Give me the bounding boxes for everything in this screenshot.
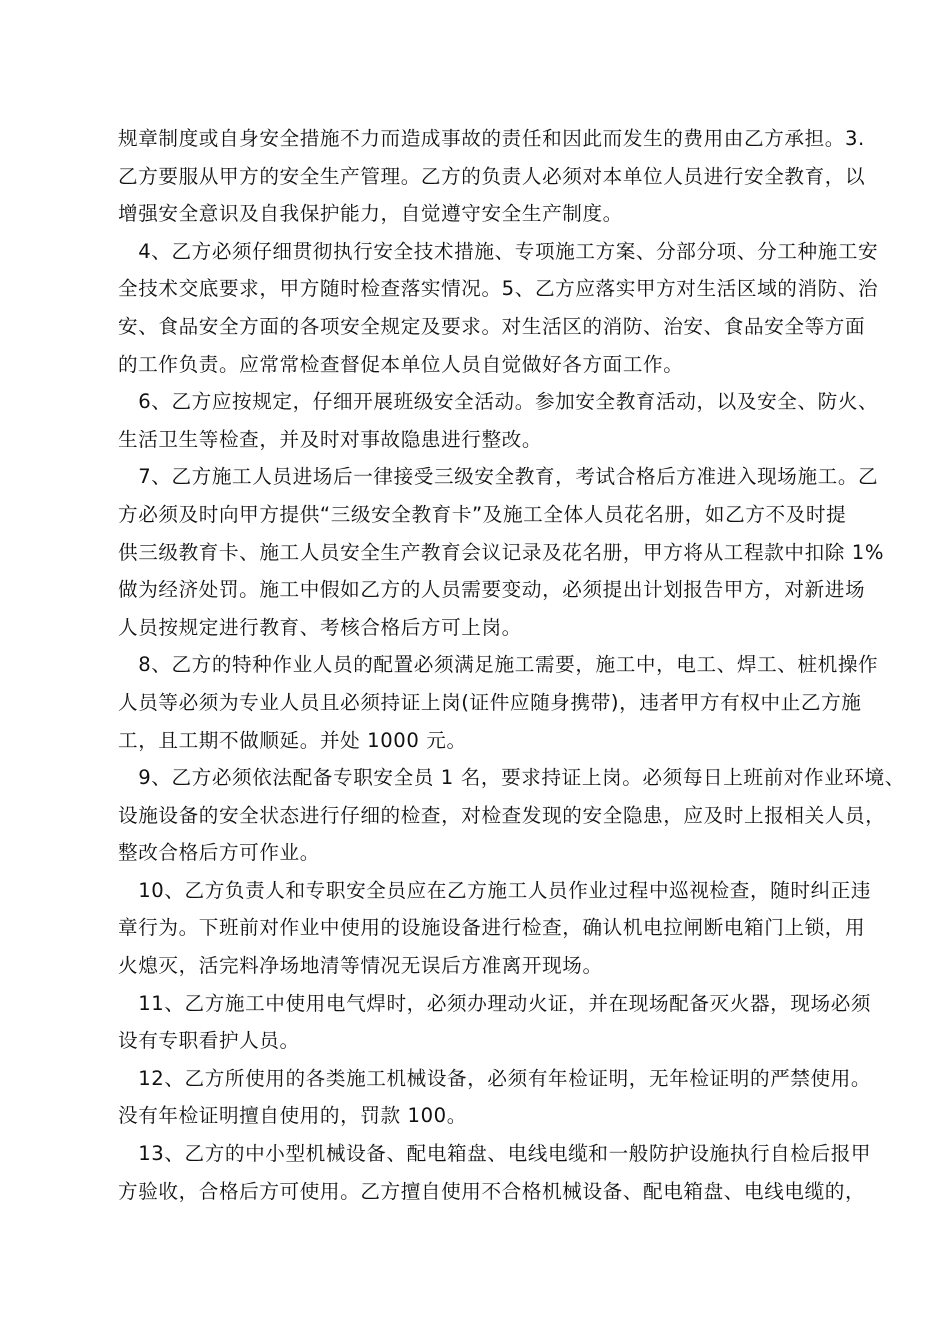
text-line: 火熄灭，活完料净场地清等情况无误后方准离开现场。 <box>118 954 603 978</box>
text-line: 的工作负责。应常常检查督促本单位人员自觉做好各方面工作。 <box>118 352 684 376</box>
text-line: 乙方要服从甲方的安全生产管理。乙方的负责人必须对本单位人员进行安全教育，以 <box>118 164 866 188</box>
text-line: 8、乙方的特种作业人员的配置必须满足施工需要，施工中，电工、焊工、桩机操作 <box>118 653 879 677</box>
text-line: 人员按规定进行教育、考核合格后方可上岗。 <box>118 615 522 639</box>
text-line: 9、乙方必须依法配备专职安全员 1 名，要求持证上岗。必须每日上班前对作业环境、 <box>118 766 905 790</box>
text-line: 6、乙方应按规定，仔细开展班级安全活动。参加安全教育活动，以及安全、防火、 <box>118 390 879 414</box>
text-line: 4、乙方必须仔细贯彻执行安全技术措施、专项施工方案、分部分项、分工种施工安 <box>118 239 879 263</box>
text-line: 全技术交底要求，甲方随时检查落实情况。5、乙方应落实甲方对生活区域的消防、治 <box>118 277 879 301</box>
text-line: 生活卫生等检查，并及时对事故隐患进行整改。 <box>118 427 543 451</box>
text-line: 规章制度或自身安全措施不力而造成事故的责任和因此而发生的费用由乙方承担。3. <box>118 127 865 150</box>
text-line: 供三级教育卡、施工人员安全生产教育会议记录及花名册，甲方将从工程款中扣除 1% <box>118 540 885 564</box>
text-line: 13、乙方的中小型机械设备、配电箱盘、电线电缆和一般防护设施执行自检后报甲 <box>118 1142 872 1166</box>
text-line: 安、食品安全方面的各项安全规定及要求。对生活区的消防、治安、食品安全等方面 <box>118 314 866 338</box>
text-line: 没有年检证明擅自使用的，罚款 100。 <box>118 1104 467 1128</box>
text-line: 章行为。下班前对作业中使用的设施设备进行检查，确认机电拉闸断电箱门上锁，用 <box>118 916 866 940</box>
text-line: 设有专职看护人员。 <box>118 1029 300 1053</box>
text-line: 设施设备的安全状态进行仔细的检查，对检查发现的安全隐患，应及时上报相关人员， <box>118 803 886 827</box>
text-line: 11、乙方施工中使用电气焊时，必须办理动火证，并在现场配备灭火器，现场必须 <box>118 991 872 1015</box>
text-line: 人员等必须为专业人员且必须持证上岗(证件应随身携带)，违者甲方有权中止乙方施 <box>118 690 862 714</box>
document-body <box>118 120 905 1210</box>
text-line: 整改合格后方可作业。 <box>118 841 320 865</box>
text-line: 10、乙方负责人和专职安全员应在乙方施工人员作业过程中巡视检查，随时纠正违 <box>118 878 872 902</box>
text-line: 7、乙方施工人员进场后一律接受三级安全教育，考试合格后方准进入现场施工。乙 <box>118 465 879 489</box>
text-line: 做为经济处罚。施工中假如乙方的人员需要变动，必须提出计划报告甲方，对新进场 <box>118 578 866 602</box>
text-line: 方验收，合格后方可使用。乙方擅自使用不合格机械设备、配电箱盘、电线电缆的， <box>118 1179 866 1203</box>
text-line: 12、乙方所使用的各类施工机械设备，必须有年检证明，无年检证明的严禁使用。 <box>118 1066 872 1090</box>
text-line: 工，且工期不做顺延。并处 1000 元。 <box>118 728 467 752</box>
text-line: 增强安全意识及自我保护能力，自觉遵守安全生产制度。 <box>118 202 623 226</box>
text-line: 方必须及时向甲方提供“三级安全教育卡”及施工全体人员花名册，如乙方不及时提 <box>118 502 847 526</box>
